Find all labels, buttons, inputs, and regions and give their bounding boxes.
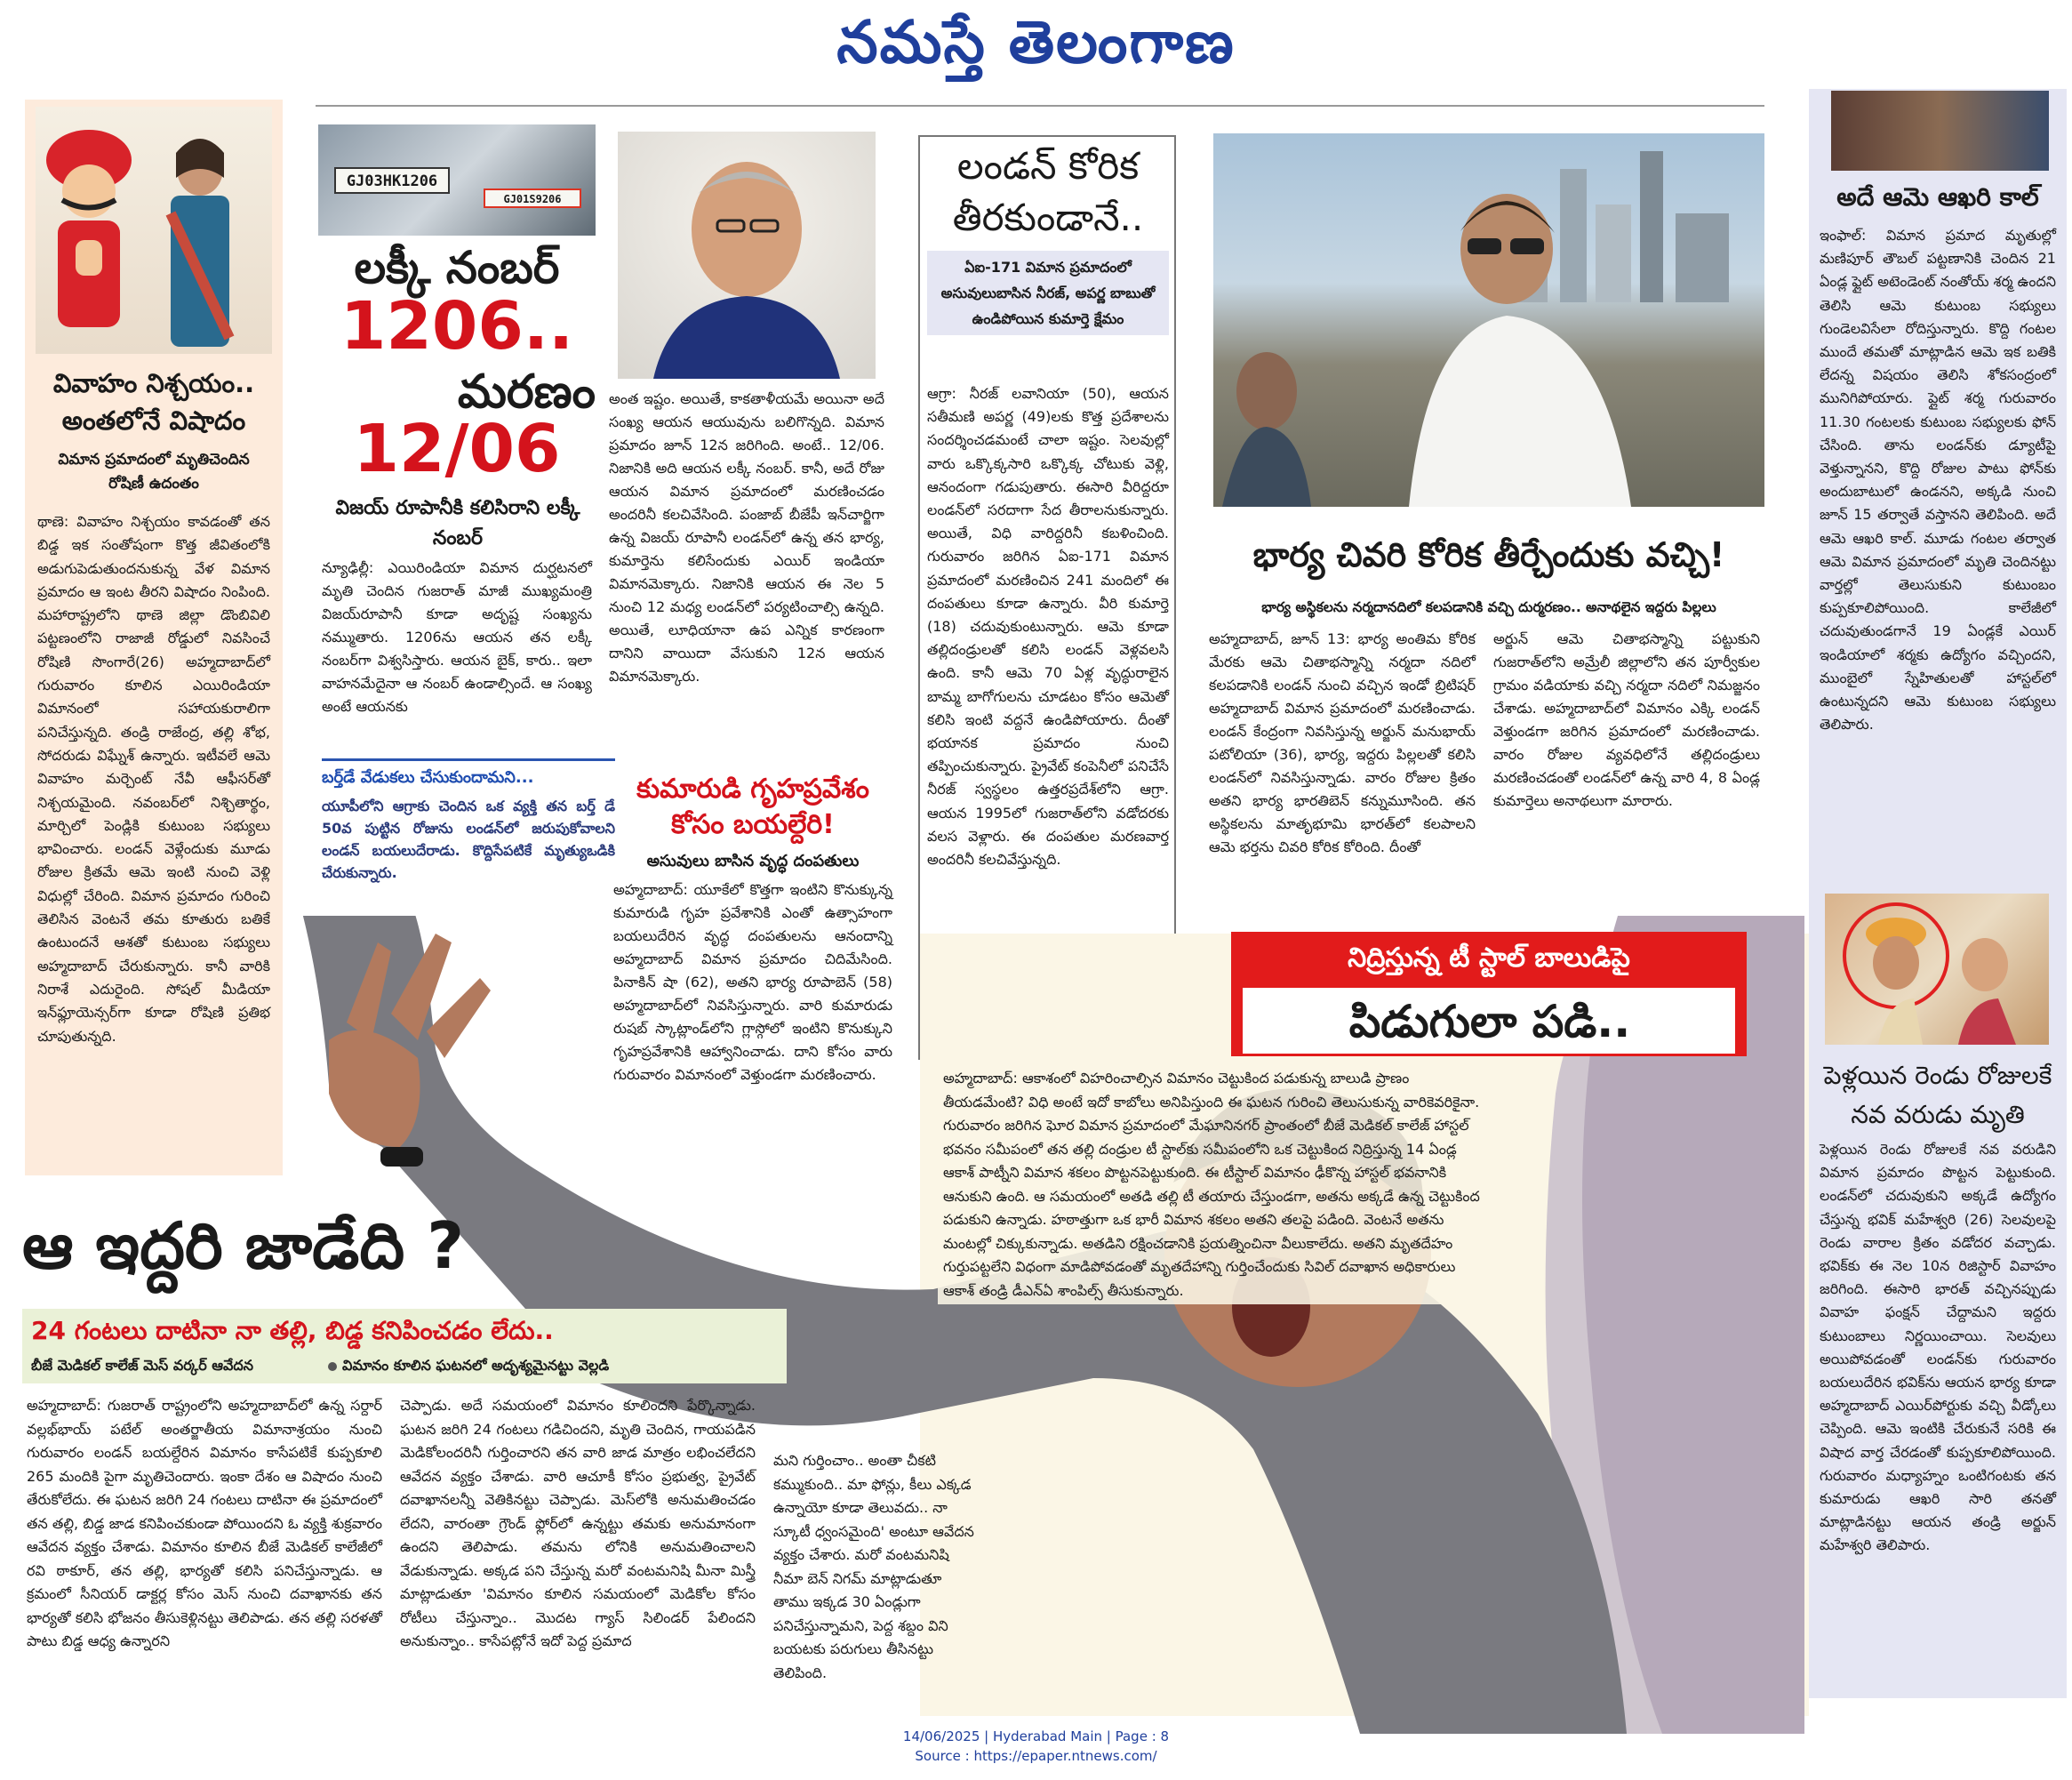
london-wish-subhead: ఏఐ-171 విమాన ప్రమాదంలో అసువులుబాసిన నీరజ్, అపర్ణ బాబుతో ఉండిపోయిన కుమార్తె క్షేమం [927,251,1169,335]
left-story-body: థాణె: వివాహం నిశ్చయం కావడంతో తన బిడ్డ ఇక సంతోషంగా కొత్త జీవితంలోకి అడుగుపెడుతుందనుకున్న వేళ విమాన ప్రమాదం ఆ ఇంట తీరని విషాదం నింపింది. మహారాష్ట్రలోని థాణె జిల్లా డొంబివిలి పట్టణంలోని రాజాజీ రోడ్డులో నివసించే రోషిణి సొంగారే(26) అహ్మదాబాద్‌లో గురువారం కూలిన ఎయిరిండియా విమానంలో సహాయకురాలిగా పనిచేస్తున్నది. తండ్రి రాజేంద్ర, తల్లి శోభ, సోదరుడు విఘ్నేశ్ ఉన్నారు. ఇటీవలే ఆమె వివాహం మర్చెంట్ నేవీ ఆఫీసర్‌తో నిశ్చయమైంది. నవంబర్‌లో నిశ్చితార్థం, మార్చిలో పెండ్లికి కుటుంబ సభ్యులు భావించారు. లండన్ వెళ్లేందుకు మూడు రోజుల క్రితమే ఆమె ఇంటి నుంచి వెళ్లి విధుల్లో చేరింది. విమాన ప్రమాదం గురించి తెలిసిన వెంటనే తమ కూతురు బతికే ఉంటుందనే ఆశతో కుటుంబ సభ్యులు అహ్మదాబాద్ చేరుకున్నారు. కానీ వారికి నిరాశే ఎదురైంది. సోషల్ మీడియా ఇన్‌ఫ్లూయెన్సర్‌గా కూడా రోషిణి ప్రతిభ చూపుతున్నది. [37,513,270,1045]
left-story-panel [25,100,283,1175]
where-two-strap [22,1309,787,1383]
wife-wish-headline: భార్య చివరి కోరిక తీర్చేందుకు వచ్చి! [1252,535,1725,574]
flight-attendant-photo [36,107,272,354]
lucky-number-value: 1206.. [340,288,574,365]
lucky-number-subhead: విజయ్ రూపానీకి కలిసిరాని లక్కీ నంబర్ [335,497,580,549]
number-plate-1: GJ03HK1206 [334,167,450,194]
where-two-strap-2: విమానం కూలిన ఘటనలో అదృశ్యమైనట్టు వెల్లడి [342,1357,610,1374]
death-date: 12/06 [353,411,561,487]
wife-wish-subhead: భార్య అస్థికలను నర్మదానదిలో కలపడానికి వచ్చి దుర్మరణం.. అనాథలైన ఇద్దరు పిల్లలు [1261,599,1716,615]
wife-wish-body-2: అర్జున్ ఆమె చితాభస్మాన్ని పట్టుకుని గుజరాత్‌లోని అమ్రేలీ జిల్లాలోని తన పూర్వీకుల గ్రామం వడియాకు వచ్చి నర్మదా నదిలో నిమజ్జనం చేశాడు. అహ్మదాబాద్‌లో విమానం ఎక్కి లండన్ వెళ్తుండగా జరిగిన ప్రమాదంలో మరణించాడు. వారం రోజుల వ్యవధిలోనే తల్లిదండ్రులు మరణించడంతో లండన్‌లో ఉన్న వారి 4, 8 ఏండ్ల కుమార్తెలు అనాథలుగా మారారు. [1493,630,1760,809]
housewarming-headline: కుమారుడి గృహప్రవేశం కోసం బయల్దేరి! [636,774,869,840]
tea-stall-banner-line2: పిడుగులా పడి.. [1348,996,1631,1047]
where-two-strap-1: బీజే మెడికల్ కాలేజ్ మెస్ వర్కర్ ఆవేదన [31,1357,253,1374]
where-two-subhead: 24 గంటలు దాటినా నా తల్లి, బిడ్డ కనిపించడం లేదు.. [31,1316,554,1345]
vijay-rupani-photo [618,132,876,379]
london-wish-body: ఆగ్రా: నీరజ్ లవానియా (50), ఆయన సతీమణి అపర్ణ (49)లకు కొత్త ప్రదేశాలను సందర్శించడమంటే చాలా ఇష్టం. సెలవుల్లో వారు ఒక్కొక్కసారి ఒక్కొక్క చోటుకు వెళ్లి, ఆనందంగా గడుపుతారు. ఈసారి వీరిద్దరూ లండన్‌లో సరదాగా సేద తీరాలనుకున్నారు. అయితే, విధి వారిద్దరినీ కబళించింది. గురువారం జరిగిన ఏఐ-171 విమాన ప్రమాదంలో మరణించిన 241 మందిలో ఈ దంపతులు కూడా ఉన్నారు. వీరి కుమార్తె (18) చదువుకుంటున్నారు. ఆమె కూడా తల్లిదండ్రులతో కలిసి లండన్ వెళ్లవలసి ఉంది. కానీ ఆమె 70 ఏళ్ల వృద్ధురాలైన బామ్మ బాగోగులను చూడటం కోసం ఆమెతో కలిసి ఇంటి వద్దనే ఉండిపోయారు. దీంతో భయానక ప్రమాదం నుంచి తప్పించుకున్నారు. ప్రైవేట్ కంపెనీలో పనిచేసే నీరజ్ స్వస్థలం ఉత్తరప్రదేశ్‌లోని ఆగ్రా. ఆయన 1995లో గుజరాత్‌లోని వడోదరకు వలస వెళ్లారు. ఈ దంపతుల మరణవార్త అందరినీ కలచివేస్తున్నది. [927,385,1169,869]
top-rule [316,105,1764,107]
lucky-number-body-1: న్యూఢిల్లీ: ఎయిరిండియా విమాన దుర్ఘటనలో మృతి చెందిన గుజరాత్ మాజీ ముఖ్యమంత్రి విజయ్‌రూపానీ కూడా అదృష్ట సంఖ్యను నమ్ముతారు. 1206ను ఆయన తన లక్కీ నంబర్‌గా విశ్వసిస్తారు. ఆయన బైక్, కారు.. ఇలా వాహనమేదైనా ఆ నంబర్ ఉండాల్సిందే. ఆ సంఖ్య అంటే ఆయనకు [322,559,592,715]
groom-headline: పెళ్లయిన రెండు రోజులకే నవ వరుడు మృతి [1823,1061,2052,1129]
number-plate-2: GJ01S9206 [484,188,581,208]
thames-couple-photo [1213,133,1764,507]
where-two-col-2: చెప్పాడు. అదే సమయంలో విమానం కూలిందని పేర్కొన్నాడు. ఘటన జరిగి 24 గంటలు గడిచిందని, మృతి చెందిన, గాయపడిన మెడికోలందరినీ గుర్తించారని తన వారి జాడ మాత్రం లభించలేదని ఆవేదన వ్యక్తం చేశాడు. వారి ఆచూకీ కోసం ప్రభుత్వ, ప్రైవేట్ దవాఖానలన్నీ వెతికినట్టు చెప్పాడు. మెస్‌లోకి అనుమతించడం లేదని, వారంతా గ్రౌండ్ ఫ్లోర్‌లో ఉన్నట్టు తమకు అనుమానంగా ఉందని తెలిపాడు. తమను లోనికి అనుమతించాలని వేడుకున్నాడు. అక్కడ పని చేస్తున్న మరో వంటమనిషి మీనా మిస్త్రీ మాట్లాడుతూ 'విమానం కూలిన సమయంలో మెడికోల కోసం రోటీలు చేస్తున్నాం.. మొదట గ్యాస్ సిలిండర్ పేలిందని అనుకున్నాం.. కాసేపట్లోనే ఇదో పెద్ద ప్రమాద [400,1397,756,1649]
wedding-couple-photo [1825,894,2049,1045]
left-story-headline: వివాహం నిశ్చయం.. అంతలోనే విషాదం [52,368,255,436]
birthday-kicker: బర్త్‌డే వేడుకలు చేసుకుందామని... [322,768,534,787]
maharaja-mascot-illustration [36,107,272,354]
masthead: నమస్తే తెలంగాణ [836,7,1236,76]
tea-stall-banner-line1: నిద్రిస్తున్న టీ స్టాల్ బాలుడిపై [1348,942,1630,974]
flight-attendant-top-photo [1831,91,2049,171]
birthday-box [322,758,615,905]
groom-body: పెళ్లయిన రెండు రోజులకే నవ వరుడిని విమాన ప్రమాదం పొట్టన పెట్టుకుంది. లండన్‌లో చదువుకుని అక్కడే ఉద్యోగం చేస్తున్న భవిక్ మహేశ్వరి (26) సెలవులపై రెండు వారాల క్రితం వడోదర వచ్చాడు. భవిక్‌కు ఈ నెల 10న రిజిస్టార్ వివాహం జరిగింది. ఈసారి భారత్ వచ్చినప్పుడు వివాహ ఫంక్షన్ చేద్దామని ఇద్దరు కుటుంబాలు నిర్ణయించాయి. సెలవులు అయిపోవడంతో లండన్‌కు గురువారం బయలుదేరిన భవిక్‌ను ఆయన భార్య కూడా అహ్మదాబాద్ ఎయిర్‌పోర్టుకు వచ్చి వీడ్కోలు చెప్పింది. ఆమె ఇంటికి చేరుకునే సరికి ఈ విషాద వార్త చేరడంతో కుప్పకూలిపోయింది. గురువారం మధ్యాహ్నం ఒంటిగంటకు తన కుమారుడు ఆఖరి సారి తనతో మాట్లాడినట్టు ఆయన తండ్రి అర్జున్ మహేశ్వరి తెలిపారు. [1820,1141,2056,1554]
where-two-col-1: అహ్మదాబాద్: గుజరాత్ రాష్ట్రంలోని అహ్మదాబాద్‌లో ఉన్న సర్దార్ వల్లభ్‌భాయ్ పటేల్ అంతర్జాతీయ విమానాశ్రయం నుంచి గురువారం లండన్ బయల్దేరిన విమానం కాసేపటికే కుప్పకూలి 265 మందికి పైగా మృతిచెందారు. ఇంకా దేశం ఆ విషాదం నుంచి తేరుకోలేదు. ఈ ఘటన జరిగి 24 గంటలు దాటినా ఈ ప్రమాదంలో తన తల్లి, బిడ్డ జాడ కనిపించకుండా పోయిందని ఓ వ్యక్తి శుక్రవారం ఆవేదన వ్యక్తం చేశాడు. విమానం కూలిన బీజే మెడికల్ కాలేజీలో రవి ఠాకూర్, తన తల్లి, భార్యతో కలిసి పనిచేస్తున్నాడు. ఆ క్రమంలో సీనియర్ డాక్టర్ల కోసం మెస్ నుంచి దవాఖానకు తన భార్యతో కలిసి భోజనం తీసుకెళ్లినట్టు తెలిపాడు. తన తల్లి సరళతో పాటు బిడ్డ ఆధ్య ఉన్నారని [27,1397,382,1649]
wife-wish-body-1: అహ్మదాబాద్, జూన్ 13: భార్య అంతిమ కోరిక మేరకు ఆమె చితాభస్మాన్ని నర్మదా నదిలో కలపడానికి లండన్ నుంచి వచ్చిన ఇండో బ్రిటిషర్ అహ్మదాబాద్ విమాన ప్రమాదంలో మరణించాడు. లండన్ కేంద్రంగా నివసిస్తున్న అర్జున్ మనుభాయ్ పటోలియా (36), భార్య, ఇద్దరు పిల్లలతో కలిసి లండన్‌లో నివసిస్తున్నాడు. వారం రోజుల క్రితం అతని భార్య భారతిబెన్ కన్నుమూసింది. తన అస్థికలను మాతృభూమి భారత్‌లో కలపాలని ఆమె భర్తను చివరి కోరిక కోరింది. దీంతో [1209,630,1476,855]
footer-dateline: 14/06/2025 | Hyderabad Main | Page : 8 [902,1728,1170,1744]
lucky-number-headline: లక్కీ నంబర్ [354,242,560,293]
last-call-body: ఇంఫాల్: విమాన ప్రమాద మృతుల్లో మణిపూర్ తౌబల్ పట్టణానికి చెందిన 21 ఏండ్ల ఫ్లైట్ అటెండెంట్ నంతోయ్ శర్మ ఉందని తెలిసి ఆమె కుటుంబ సభ్యులు గుండెలవిసేలా రోదిస్తున్నారు. కొద్ది గంటల ముందే తమతో మాట్లాడిన ఆమె ఇక బతికి లేదన్న విషయం తెలిసి శోకసంద్రంలో మునిగిపోయారు. ప్లైట్ శర్మ గురువారం 11.30 గంటలకు కుటుంబ సభ్యులకు ఫోన్ చేసింది. తాను లండన్‌కు డ్యూటీపై వెళ్తున్నానని, కొద్ది రోజుల పాటు ఫోన్‌కు అందుబాటులో ఉండనని, అక్కడి నుంచి జూన్ 15 తర్వాతే వస్తానని తెలిపింది. అదే ఆమె ఆఖరి కాల్. మూడు గంటల తర్వాత ఆమె విమాన ప్రమాదంలో మృతి చెందినట్టు వార్తల్లో తెలుసుకుని కుటుంబం కుప్పకూలిపోయింది. కాలేజీలో చదువుతుండగానే 19 ఏండ్లకే ఎయిర్ ఇండియాలో శర్మకు ఉద్యోగం వచ్చిందని, ముంబైలో స్నేహితులతో హాస్టల్‌లో ఉంటున్నదని ఆమె కుటుంబ సభ్యులు తెలిపారు. [1820,227,2056,734]
housewarming-body: అహ్మదాబాద్: యూకేలో కొత్తగా ఇంటిని కొనుక్కున్న కుమారుడి గృహ ప్రవేశానికి ఎంతో ఉత్సాహంగా బయలుదేరిన వృద్ధ దంపతులను ఆనందాన్ని అహ్మదాబాద్ విమాన ప్రమాదం చిదిమేసింది. పినాకిన్ షా (62), అతని భార్య రూపాబెన్ (58) అహ్మదాబాద్‌లో నివసిస్తున్నారు. వారి కుమారుడు రుషబ్ స్కాట్లాండ్‌లోని గ్లాస్గోలో ఇంటిని కొనుక్కుని గృహప్రవేశానికి ఆహ్వానించాడు. దాని కోసం వారు గురువారం విమానంలో వెళ్తుండగా మరణించారు. [613,881,892,1083]
london-wish-headline: లండన్ కోరిక తీరకుండానే.. [952,144,1144,239]
last-call-headline: అదే ఆమె ఆఖరి కాల్ [1836,182,2039,212]
strap-bullet [328,1362,337,1371]
lucky-number-body-2: అంత ఇష్టం. అయితే, కాకతాళీయమే అయినా అదే సంఖ్య ఆయన ఆయువును బలిగొన్నది. విమాన ప్రమాదం జూన్ 12న జరిగింది. అంటే.. 12/06. నిజానికి అది ఆయన లక్కీ నంబర్. కానీ, అదే రోజు ఆయన విమాన ప్రమాదంలో మరణించడం అందరినీ కలచివేసింది. పంజాబ్ బీజేపీ ఇన్‌చార్జిగా ఉన్న విజయ్ రూపానీ లండన్‌లో ఉన్న తన భార్య, కుమార్తెను కలిసేందుకు ఎయిర్ ఇండియా విమానమెక్కారు. నిజానికి ఆయన ఈ నెల 5 నుంచి 12 మధ్య లండన్‌లో పర్యటించాల్సి ఉన్నది. అయితే, లూధియానా ఉప ఎన్నిక కారణంగా దానిని వాయిదా వేసుకుని 12న ఆయన విమానమెక్కారు. [609,390,884,685]
where-two-headline: ఆ ఇద్దరి జాడేది ? [22,1208,464,1283]
footer-source: Source : https://epaper.ntnews.com/ [915,1748,1157,1764]
car-plates-photo [318,124,596,236]
where-two-col-3: మని గుర్తించాం.. అంతా చీకటి కమ్ముకుంది.. మా ఫోన్లు, కీలు ఎక్కడ ఉన్నాయో కూడా తెలువదు.. నా స్కూటీ ధ్వంసమైంది' అంటూ ఆవేదన వ్యక్తం చేశారు. మరో వంటమనిషి నీమా బెన్ నిగమ్ మాట్లాడుతూ తాము ఇక్కడ 30 ఏండ్లుగా పనిచేస్తున్నామని, పెద్ద శబ్దం విని బయటకు పరుగులు తీసినట్టు తెలిపింది. [773,1452,974,1681]
right-story-panel [1809,89,2067,1698]
tea-stall-body: అహ్మదాబాద్: ఆకాశంలో విహరించాల్సిన విమానం చెట్టుకింద పడుకున్న బాలుడి ప్రాణం తీయడమేంటి? విధి అంటే ఇదో కాబోలు అనిపిస్తుంది ఈ ఘటన గురించి తెలుసుకున్న వారికెవరికైనా. గురువారం జరిగిన ఘోర విమాన ప్రమాదంలో మేఘానినగర్ ప్రాంతంలో బీజే మెడికల్ కాలేజ్ హాస్టల్ భవనం సమీపంలో తన తల్లి దండ్రుల టీ స్టాల్‌కు సమీపంలోని ఒక చెట్టుకింద నిద్రిస్తున్న 14 ఏండ్ల ఆకాశ్ పాట్నీని విమాన శకలం పొట్టనపెట్టుకుంది. ఈ టీస్టాల్ విమానం ఢీకొన్న హాస్టల్ భవనానికి ఆనుకుని ఉంది. ఆ సమయంలో అతడి తల్లి టీ తయారు చేస్తుండగా, అతను అక్కడే ఉన్న చెట్టుకింద పడుకుని ఉన్నాడు. హఠాత్తుగా ఒక భారీ విమాన శకలం అతని తలపై పడింది. వెంటనే అతను మంటల్లో చిక్కుకున్నాడు. అతడిని రక్షించడానికి ప్రయత్నించినా వీలుకాలేదు. అతని మృతదేహం గుర్తుపట్టలేని విధంగా మాడిపోవడంతో మృతదేహాన్ని గుర్తించేందుకు సివిల్ దవాఖాన అధికారులు ఆకాశ్ తండ్రి డీఎన్‌ఏ శాంపిల్స్ తీసుకున్నారు. [938,1065,1489,1304]
birthday-body: యూపీలోని ఆగ్రాకు చెందిన ఒక వ్యక్తి తన బర్త్ డే 50వ పుట్టిన రోజును లండన్‌లో జరుపుకోవాలని లండన్ బయలుదేరాడు. కొద్దిసేపటికే మృత్యుఒడికి చేరుకున్నారు. [322,798,615,881]
left-story-subhead: విమాన ప్రమాదంలో మృతిచెందిన రోషిణీ ఉదంతం [58,451,250,493]
housewarming-subhead: అసువులు బాసిన వృద్ధ దంపతులు [646,852,860,870]
tea-stall-banner-white [1240,985,1738,1056]
death-label: మరణం [457,365,596,419]
